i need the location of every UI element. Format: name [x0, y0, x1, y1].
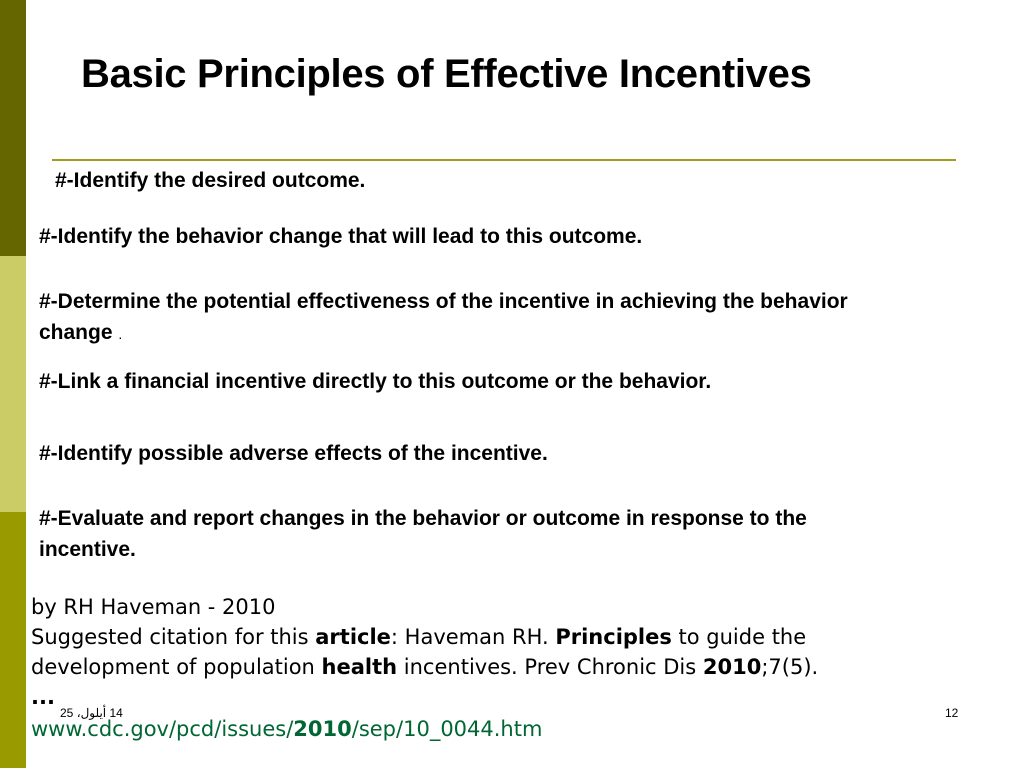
principle-text: . — [118, 326, 123, 342]
side-band-light — [0, 256, 26, 512]
source-link-year[interactable]: 2010 — [293, 717, 352, 741]
footer-date: 14 أيلول، 25 — [60, 706, 123, 720]
principle-text: #-Determine the potential effectiveness of the incentive in achieving the behavior — [39, 290, 848, 313]
principle-text: incentive. — [39, 538, 136, 561]
citation-keyword: Principles — [555, 625, 672, 649]
citation-ellipsis — [31, 682, 1016, 712]
principle-text: #-Evaluate and report changes in the behavior or outcome in response to the — [39, 507, 807, 530]
slide-number: 12 — [945, 706, 959, 720]
source-link-text[interactable]: www.cdc.gov/pcd/issues/ — [31, 717, 294, 741]
citation-text: Suggested citation for this — [31, 625, 316, 649]
citation-keyword: health — [321, 655, 398, 679]
principle-item: #-Identify possible adverse effects of the incentive. — [39, 442, 548, 465]
slide-title: Basic Principles of Effective Incentives — [81, 52, 812, 96]
citation-text: ;7(5). — [761, 655, 819, 679]
principle-text: change — [39, 321, 119, 344]
citation-text: : Haveman RH. — [390, 625, 556, 649]
citation-text: incentives. Prev Chronic Dis — [397, 655, 703, 679]
citation-block — [31, 592, 1016, 712]
citation-text: to guide the — [671, 625, 807, 649]
citation-author: by RH Haveman - 2010 — [31, 595, 276, 619]
principle-item — [39, 503, 807, 565]
citation-line — [31, 652, 1016, 682]
side-band-mid — [0, 512, 26, 768]
citation-line — [31, 622, 1016, 652]
principle-item: #-Identify the behavior change that will lead to this outcome. — [39, 225, 643, 248]
principle-item — [39, 286, 848, 350]
citation-keyword: 2010 — [702, 655, 762, 679]
title-divider — [52, 159, 956, 161]
source-link-text[interactable]: /sep/10_0044.htm — [351, 717, 543, 741]
citation-keyword: article — [315, 625, 391, 649]
citation-text: ... — [31, 685, 55, 709]
side-band-dark — [0, 0, 26, 256]
citation-text: development of population — [31, 655, 322, 679]
principle-item: #-Identify the desired outcome. — [55, 169, 366, 192]
principle-item: #-Link a financial incentive directly to this outcome or the behavior. — [39, 370, 712, 393]
